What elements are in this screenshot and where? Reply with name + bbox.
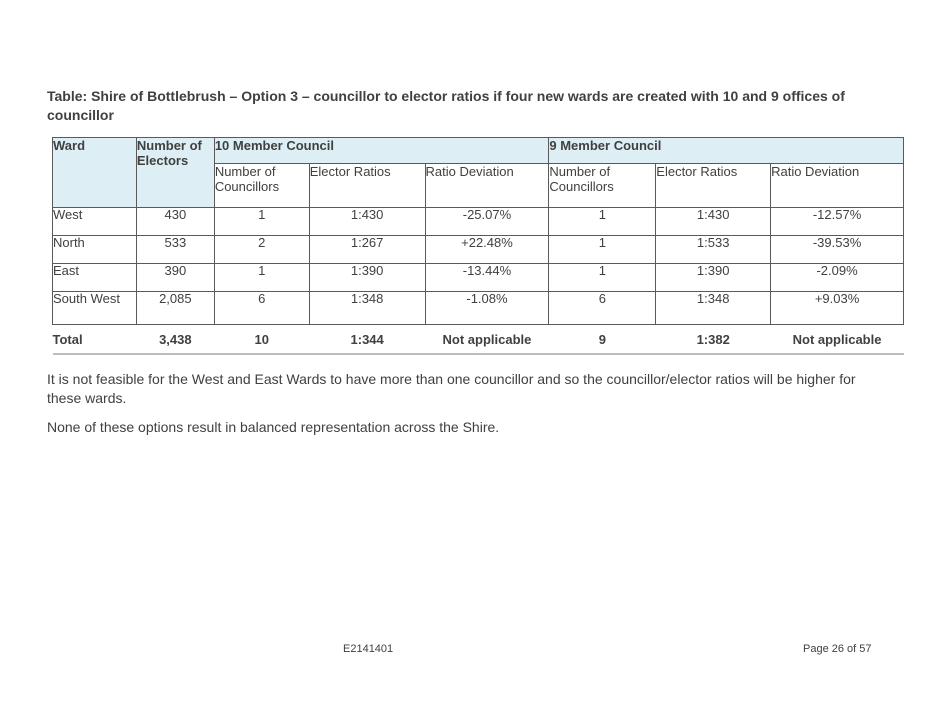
electors: 430 — [136, 208, 214, 236]
councillors-10: 6 — [214, 292, 309, 325]
header-ratio-deviation-9: Ratio Deviation — [771, 164, 904, 208]
footer-page-number: Page 26 of 57 — [803, 643, 872, 655]
councillors-9: 1 — [549, 264, 656, 292]
paragraph-feasibility: It is not feasible for the West and East Wards to have more than one councillor and so the councillor/elector ratios will be higher for these wards. — [47, 371, 856, 406]
total-label: Total — [52, 332, 83, 347]
total-ratio-9: 1:382 — [696, 332, 730, 347]
councillors-9: 1 — [549, 208, 656, 236]
ratio-9: 1:390 — [656, 264, 771, 292]
ward-name: West — [53, 208, 137, 236]
ratio-9: 1:430 — [656, 208, 771, 236]
ratio-10: 1:430 — [309, 208, 425, 236]
header-councillors-10: Number of Councillors — [214, 164, 309, 208]
deviation-10: +22.48% — [425, 236, 549, 264]
ward-name: East — [53, 264, 137, 292]
deviation-10: -13.44% — [425, 264, 549, 292]
table-caption: Table: Shire of Bottlebrush – Option 3 – councillor to elector ratios if four new wards are created with 10 and 9 offices of councillor — [47, 88, 845, 123]
ratio-9: 1:533 — [656, 236, 771, 264]
electors: 533 — [136, 236, 214, 264]
total-councillors-9: 9 — [598, 332, 606, 347]
header-elector-ratios-9: Elector Ratios — [656, 164, 771, 208]
paragraph-conclusion: None of these options result in balanced representation across the Shire. — [47, 419, 500, 435]
total-deviation-9: Not applicable — [792, 332, 882, 347]
ratio-table — [52, 137, 904, 355]
table-row — [53, 264, 904, 292]
header-number-of-electors: Number of Electors — [136, 138, 214, 208]
deviation-9: -39.53% — [771, 236, 904, 264]
header-councillors-9: Number of Councillors — [549, 164, 656, 208]
deviation-9: -2.09% — [771, 264, 904, 292]
ratio-10: 1:348 — [309, 292, 425, 325]
councillors-9: 6 — [549, 292, 656, 325]
ratio-9: 1:348 — [656, 292, 771, 325]
total-electors: 3,438 — [159, 332, 192, 347]
footer-document-id: E2141401 — [343, 643, 394, 655]
ratio-10: 1:390 — [309, 264, 425, 292]
table-row — [53, 208, 904, 236]
ratio-10: 1:267 — [309, 236, 425, 264]
councillors-10: 1 — [214, 264, 309, 292]
deviation-9: -12.57% — [771, 208, 904, 236]
deviation-10: -25.07% — [425, 208, 549, 236]
electors: 2,085 — [136, 292, 214, 325]
ward-name: South West — [53, 292, 137, 325]
councillors-10: 2 — [214, 236, 309, 264]
header-elector-ratios-10: Elector Ratios — [309, 164, 425, 208]
table-row — [53, 236, 904, 264]
total-councillors-10: 10 — [254, 332, 269, 347]
header-9-member-council: 9 Member Council — [549, 138, 904, 164]
electors: 390 — [136, 264, 214, 292]
table-row — [53, 292, 904, 325]
header-ratio-deviation-10: Ratio Deviation — [425, 164, 549, 208]
header-ward: Ward — [53, 138, 137, 208]
total-ratio-10: 1:344 — [350, 332, 384, 347]
ward-name: North — [53, 236, 137, 264]
header-10-member-council: 10 Member Council — [214, 138, 549, 164]
total-row — [53, 325, 904, 355]
councillors-9: 1 — [549, 236, 656, 264]
councillors-10: 1 — [214, 208, 309, 236]
deviation-9: +9.03% — [771, 292, 904, 325]
deviation-10: -1.08% — [425, 292, 549, 325]
total-deviation-10: Not applicable — [442, 332, 532, 347]
